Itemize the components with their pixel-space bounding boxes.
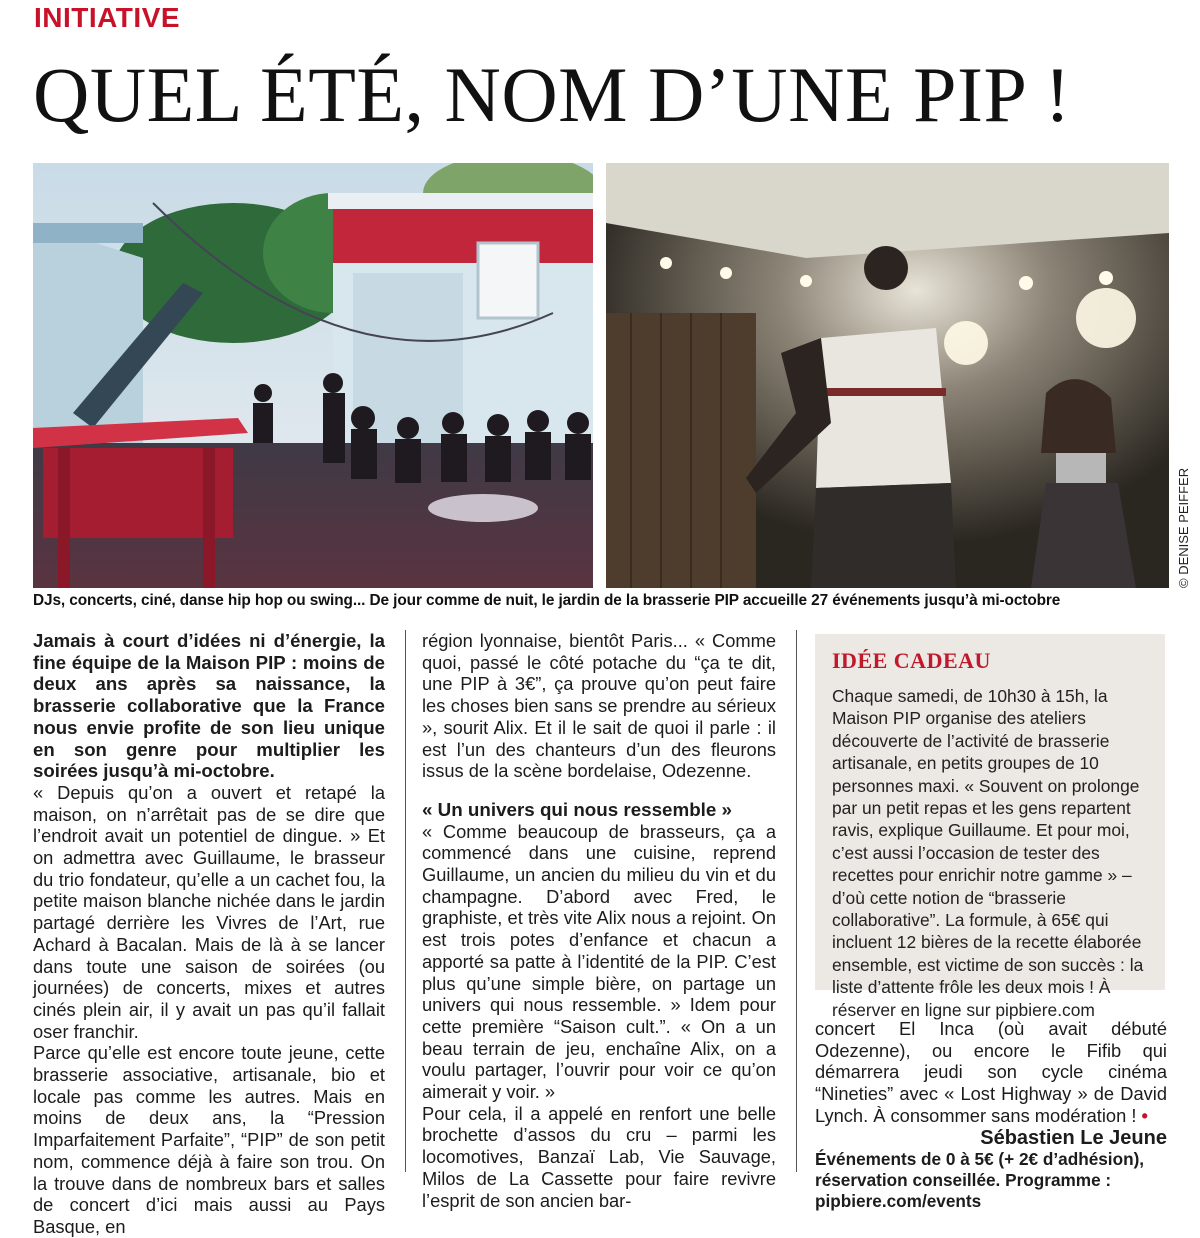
sidebar-box-title: IDÉE CADEAU <box>832 648 991 673</box>
photo-credit: © DENISE PEIFFER <box>1176 467 1191 588</box>
article-column-3 <box>815 1018 1167 1212</box>
section-kicker: INITIATIVE <box>34 2 181 33</box>
body-paragraph: « Depuis qu’on a ouvert et retapé la maison, on n’arrêtait pas de se dire que l’endroit avait un potentiel de dingue. » Et on admettra avec Guillaume, le brasseur du trio fondateur, qu’elle a un cachet fou, la petite maison blanche nichée dans le jardin partagé derrière les Vivres de l’Art, rue Achard à Bacalan. Mais de là à se lancer dans toute une saison de soirées (ou journées) de concerts, mixes et autres cinés plein air, il y avait un pas qu’il fallait oser franchir. <box>33 781 385 1042</box>
practical-info: Événements de 0 à 5€ (+ 2€ d’adhésion), réservation conseillée. Programme : pipbiere.com/events <box>815 1149 1145 1212</box>
column-divider <box>405 630 406 1172</box>
lead-paragraph: Jamais à court d’idées ni d’énergie, la fine équipe de la Maison PIP : moins de deux ans après sa naissance, la brasserie collaborative que la France nous envie profite de son lieu unique en son genre pour multiplier les soirées jusqu’à mi-octobre. <box>33 630 385 782</box>
closing-text: concert El Inca (où avait débuté Odezenne), ou encore le Fifib qui démarrera jeudi son cycle cinéma “Nineties” avec « Lost Highway » de David Lynch. À consommer sans modération ! <box>815 1018 1167 1126</box>
body-paragraph <box>815 1018 1167 1127</box>
body-paragraph: Parce qu’elle est encore toute jeune, cette brasserie associative, artisanale, bio et locale pas comme les autres. Mais en moins de deux ans, la “Pression Imparfaitement Parfaite”, “PIP” de son petit nom, commence déjà à faire son trou. On la trouve dans de nombreux bars et salles de concert d’ici mais aussi au Pays Basque, en <box>33 1042 385 1237</box>
photo-caption: DJs, concerts, ciné, danse hip hop ou swing... De jour comme de nuit, le jardin de la brasserie PIP accueille 27 événements jusqu’à mi-octobre <box>33 592 1061 609</box>
body-paragraph: région lyonnaise, bientôt Paris... « Comme quoi, passé le côté potache du “ça te dit, une PIP à 3€”, ça prouve qu’on peut faire les choses bien sans se prendre au sérieux », sourit Alix. Et il le sait de quoi il parle : il est l’un des chanteurs d’un des fleurons issus de la scène bordelaise, Odezenne. <box>422 630 776 782</box>
article-column-2 <box>422 630 776 1211</box>
stage-photo <box>606 163 1169 588</box>
article-column-1 <box>33 630 385 1238</box>
sidebar-box-text: Chaque samedi, de 10h30 à 15h, la Maison PIP organise des ateliers découverte de l’activité de brasserie artisanale, en petits groupes de 10 personnes maxi. « Souvent on prolonge par un petit repas et les gens repartent ravis, explique Guillaume. Et pour moi, c’est aussi l’occasion de tester des recettes pour enrichir notre gamme » – d’où cette notion de “brasserie collaborative”. La formule, à 65€ qui incluent 12 bières de la recette élaborée ensemble, est victime de son succès : la liste d’attente frôle les deux mois ! À réserver en ligne sur pipbiere.com <box>832 686 1144 1020</box>
body-paragraph: Pour cela, il a appelé en renfort une belle brochette d’assos du cru – parmi les locomotives, Banzaï Lab, Vie Sauvage, Milos de La Cassette pour faire revivre l’esprit de son ancien bar- <box>422 1102 776 1211</box>
column-divider <box>796 630 797 1172</box>
garden-photo <box>33 163 593 588</box>
author-signature: Sébastien Le Jeune <box>980 1126 1167 1149</box>
body-paragraph: « Comme beaucoup de brasseurs, ça a commencé dans une cuisine, reprend Guillaume, un ancien du milieu du vin et du champagne. D’abord avec Fred, le graphiste, et très vite Alix nous a rejoint. On est trois potes d’enfance et chacun a apporté sa patte à l’identité de la PIP. C’est plus qu’une simple bière, on partage un univers qui nous ressemble. » Idem pour cette première “Saison cult.”. « On a un beau terrain de jeu, enchaîne Alix, on a voulu partager, l’ouvrir pour voir ce qu’on aimerait y voir. » <box>422 820 776 1103</box>
article-headline: QUEL ÉTÉ, NOM D’UNE PIP ! <box>33 51 1071 138</box>
subheading: « Un univers qui nous ressemble » <box>422 798 732 820</box>
end-bullet: • <box>1141 1104 1148 1126</box>
